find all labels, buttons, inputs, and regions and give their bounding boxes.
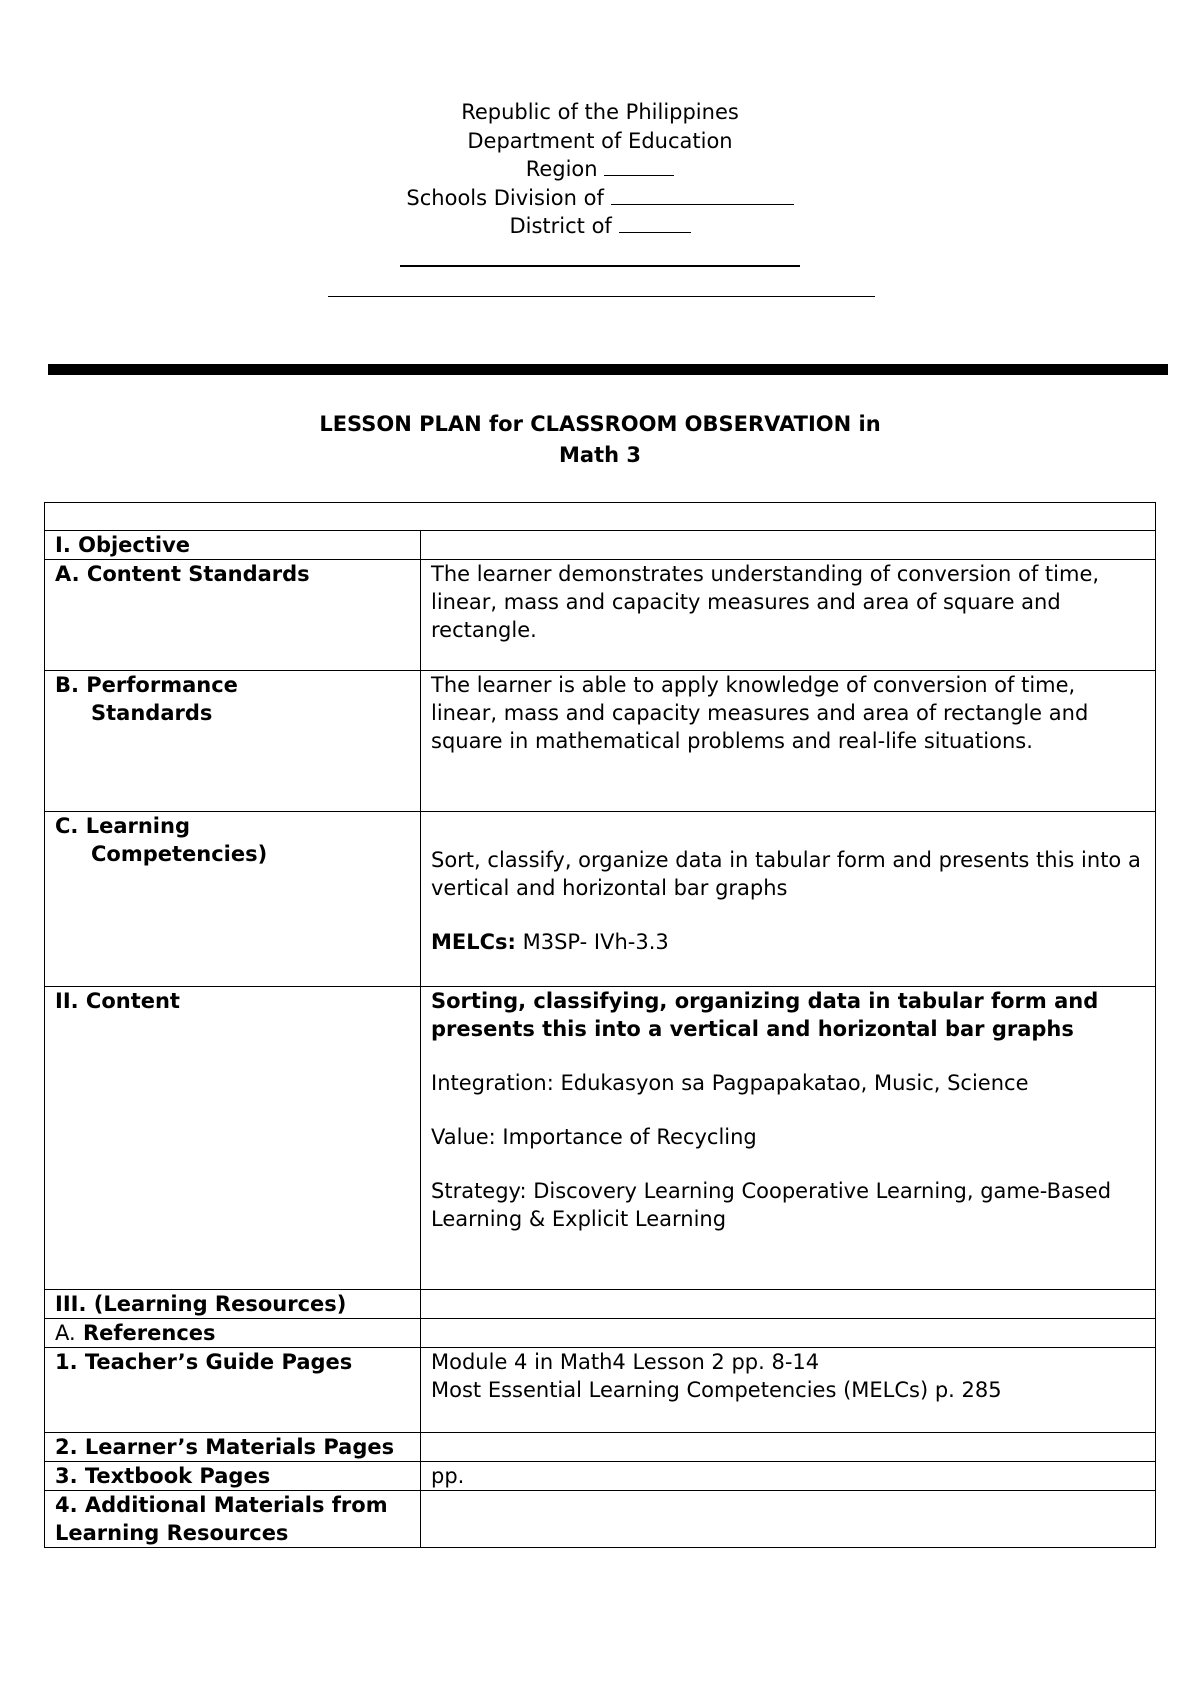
district-label: District of [509,214,612,238]
objective-label: I. Objective [45,531,421,560]
references-value [421,1319,1156,1348]
additional-materials-row [45,1491,1156,1548]
melcs-line [431,928,1145,956]
document-header [0,98,1200,241]
divider-rule [48,364,1168,375]
learning-competencies-cell [421,812,1156,987]
objective-value [421,531,1156,560]
content-label: II. Content [45,987,421,1290]
teachers-guide-line-1: Module 4 in Math4 Lesson 2 pp. 8-14 [431,1350,820,1374]
division-label: Schools Division of [406,185,604,210]
school-address-blank [328,296,875,297]
content-row [45,987,1156,1290]
performance-standards-text: The learner is able to apply knowledge of conversion of time, linear, mass and capacity measures and area of rectangle and square in mathematical problems and real-life situations. [421,671,1156,812]
title-line-1: LESSON PLAN for CLASSROOM OBSERVATION in [319,412,881,436]
teachers-guide-line-2: Most Essential Learning Competencies (MELCs) p. 285 [431,1378,1002,1402]
division-blank [611,188,794,205]
district-line [0,212,1200,241]
learning-competencies-row [45,812,1156,987]
region-line [0,155,1200,184]
performance-label-1: B. Performance [55,673,238,697]
textbook-row [45,1462,1156,1491]
region-blank [604,159,674,176]
district-blank [619,216,691,233]
department-line: Department of Education [467,128,733,153]
lesson-plan-title [0,409,1200,471]
content-standards-label: A. Content Standards [45,560,421,671]
blank-header-cell [45,503,1156,531]
textbook-label: 3. Textbook Pages [45,1462,421,1491]
teachers-guide-row [45,1348,1156,1433]
references-label [45,1319,421,1348]
teachers-guide-label: 1. Teacher’s Guide Pages [45,1348,421,1433]
learning-competencies-label [45,812,421,987]
content-strategy: Strategy: Discovery Learning Cooperative Learning, game-Based Learning & Explicit Learning [431,1179,1112,1231]
melcs-label: MELCs: [431,930,516,954]
objective-row [45,531,1156,560]
additional-materials-label: 4. Additional Materials from Learning Resources [45,1491,421,1548]
region-label: Region [525,157,598,181]
republic-line: Republic of the Philippines [461,100,739,124]
content-standards-row [45,560,1156,671]
lesson-plan-table [44,502,1156,1548]
teachers-guide-cell [421,1348,1156,1433]
content-cell [421,987,1156,1290]
performance-standards-label [45,671,421,812]
learning-resources-value [421,1290,1156,1319]
content-integration: Integration: Edukasyon sa Pagpapakatao, Music, Science [431,1071,1029,1095]
performance-label-2: Standards [91,701,213,725]
competencies-text: Sort, classify, organize data in tabular form and presents this into a vertical and horizontal bar graphs [431,848,1141,900]
learners-materials-row [45,1433,1156,1462]
competencies-label-1: C. Learning [55,814,190,838]
title-line-2: Math 3 [559,443,641,467]
performance-standards-row [45,671,1156,812]
learners-materials-value [421,1433,1156,1462]
references-row [45,1319,1156,1348]
content-topic: Sorting, classifying, organizing data in tabular form and presents this into a vertical and horizontal bar graphs [431,989,1099,1041]
melcs-code: M3SP- IVh-3.3 [522,930,669,954]
competencies-label-2: Competencies) [91,842,268,866]
learning-resources-label: III. (Learning Resources) [45,1290,421,1319]
division-line [0,184,1200,213]
learners-materials-label: 2. Learner’s Materials Pages [45,1433,421,1462]
textbook-value: pp. [421,1462,1156,1491]
references-text: References [82,1321,216,1345]
school-name-blank [400,265,800,267]
table-top-row [45,503,1156,531]
content-value: Value: Importance of Recycling [431,1125,757,1149]
references-prefix: A. [55,1321,76,1345]
content-standards-text: The learner demonstrates understanding of conversion of time, linear, mass and capacity measures and area of square and rectangle. [421,560,1156,671]
learning-resources-row [45,1290,1156,1319]
additional-materials-value [421,1491,1156,1548]
